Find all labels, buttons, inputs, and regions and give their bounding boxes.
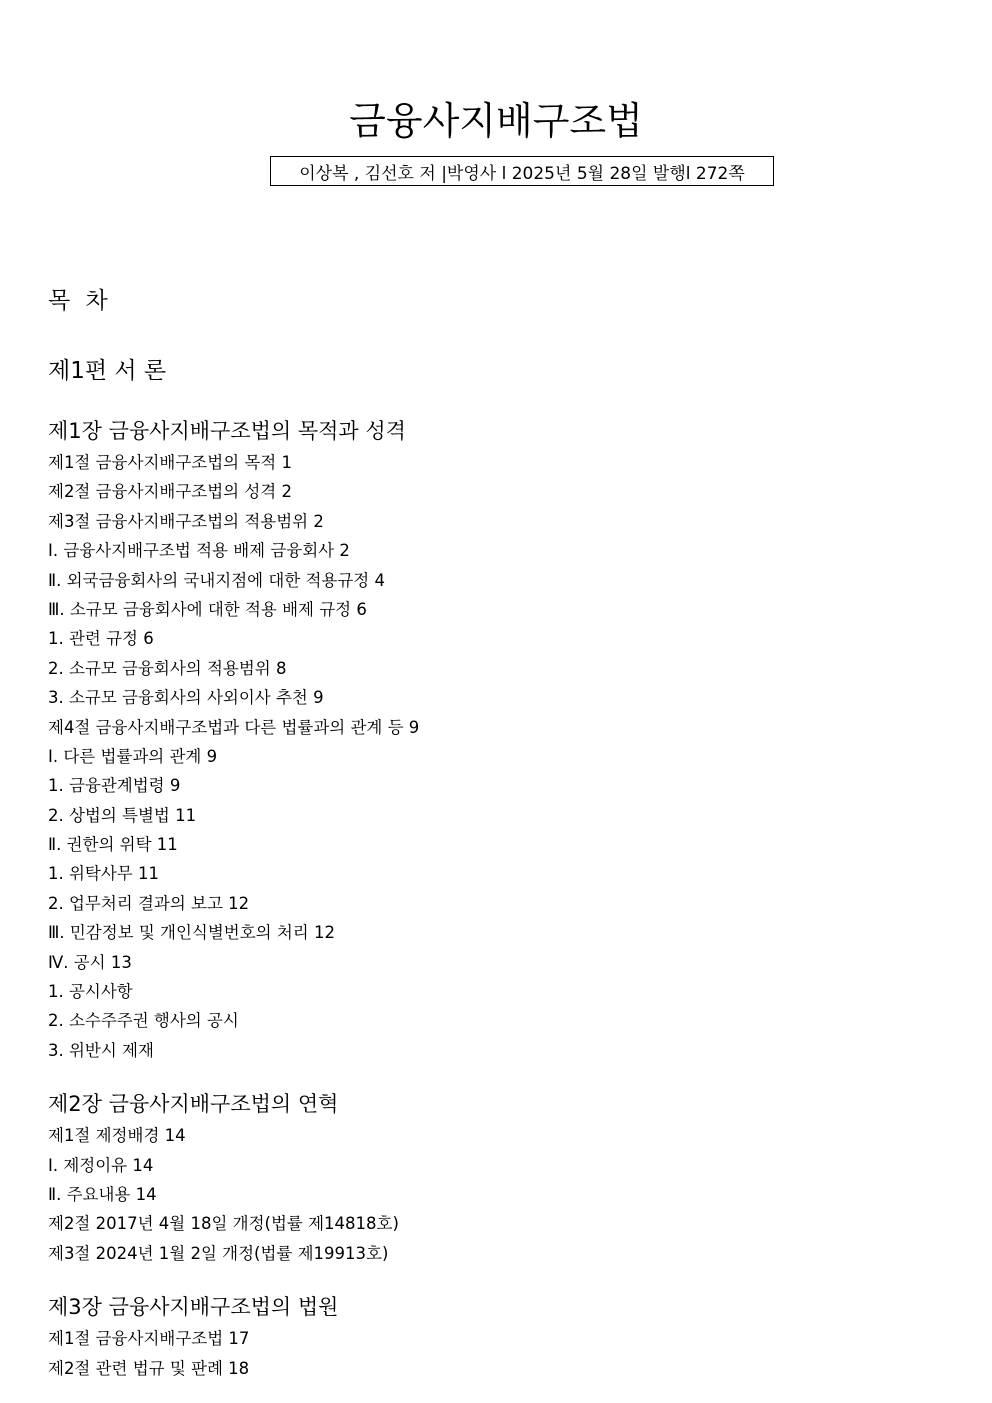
toc-entry: 3. 소규모 금융회사의 사외이사 추천 9 [48, 688, 324, 708]
toc-entry: 제2절 관련 법규 및 판례 18 [48, 1358, 250, 1378]
toc-entry: 1. 금융관계법령 9 [48, 776, 181, 796]
toc-entry: 제1절 제정배경 14 [48, 1126, 186, 1146]
toc-entry: 제2절 2017년 4월 18일 개정(법률 제14818호) [48, 1214, 399, 1234]
toc-entry: 2. 소규모 금융회사의 적용범위 8 [48, 658, 287, 678]
toc-entry: 제2절 금융사지배구조법의 성격 2 [48, 482, 292, 502]
chapter-section [48, 414, 948, 1065]
chapter-section [48, 1087, 948, 1268]
toc-entry: 제3절 금융사지배구조법의 적용범위 2 [48, 511, 324, 531]
part-heading: 제1편 서 론 [48, 358, 167, 384]
chapter-section [48, 1290, 948, 1383]
table-of-contents [48, 280, 948, 1383]
chapter-heading: 제3장 금융사지배구조법의 법원 [48, 1295, 339, 1320]
chapter-heading: 제2장 금융사지배구조법의 연혁 [48, 1092, 339, 1117]
toc-entry: 제1절 금융사지배구조법 17 [48, 1329, 250, 1349]
toc-entry: 1. 공시사항 [48, 982, 133, 1002]
toc-entry: Ⅳ. 공시 13 [48, 952, 132, 972]
toc-entry: 2. 상법의 특별법 11 [48, 805, 197, 825]
toc-heading: 목 차 [48, 288, 112, 314]
toc-entry: 2. 업무처리 결과의 보고 12 [48, 893, 250, 913]
toc-entry: 제4절 금융사지배구조법과 다른 법률과의 관계 등 9 [48, 717, 420, 737]
toc-entry: 제1절 금융사지배구조법의 목적 1 [48, 453, 292, 472]
chapter-list [48, 414, 948, 1383]
toc-entry: Ⅱ. 권한의 위탁 11 [48, 835, 178, 855]
toc-entry: 3. 위반시 제재 [48, 1040, 154, 1060]
chapter-heading: 제1장 금융사지배구조법의 목적과 성격 [48, 419, 406, 443]
toc-entry: 1. 관련 규정 6 [48, 629, 154, 649]
toc-entry: Ⅲ. 민감정보 및 개인식별번호의 처리 12 [48, 923, 335, 943]
toc-entry: Ⅲ. 소규모 금융회사에 대한 적용 배제 규정 6 [48, 599, 367, 619]
toc-entry: 1. 위탁사무 11 [48, 864, 159, 884]
toc-entry: 2. 소수주주권 행사의 공시 [48, 1011, 239, 1031]
toc-entry: Ⅰ. 금융사지배구조법 적용 배제 금융회사 2 [48, 541, 350, 561]
toc-entry: 제3절 2024년 1월 2일 개정(법률 제19913호) [48, 1243, 389, 1263]
toc-entry: Ⅰ. 제정이유 14 [48, 1155, 154, 1175]
toc-entry: Ⅱ. 외국금융회사의 국내지점에 대한 적용규정 4 [48, 570, 385, 590]
toc-entry: Ⅱ. 주요내용 14 [48, 1184, 157, 1204]
publication-info-box: 이상복 , 김선호 저 |박영사 l 2025년 5월 28일 발행l 272쪽 [270, 156, 774, 186]
document-title: 금융사지배구조법 [349, 99, 643, 143]
toc-entry: Ⅰ. 다른 법률과의 관계 9 [48, 746, 218, 766]
